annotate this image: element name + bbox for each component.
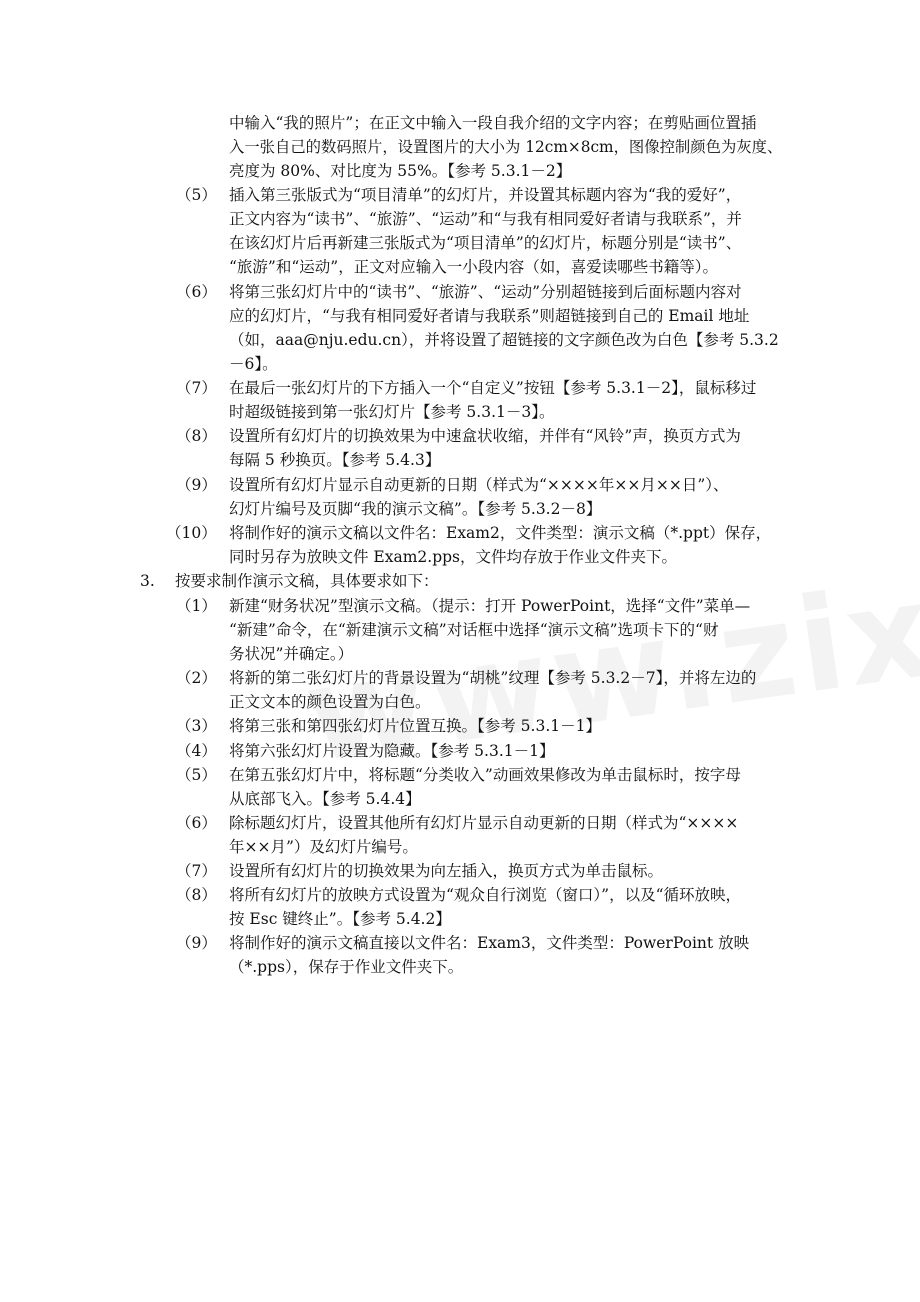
text-line: 设置所有幻灯片显示自动更新的日期（样式为“××××年××月××日”）、	[229, 476, 729, 494]
item-number: （4）	[176, 742, 217, 760]
text-line: 将第三张幻灯片中的“读书”、“旅游”、“运动”分别超链接到后面标题内容对	[229, 283, 742, 301]
text-line: 在该幻灯片后再新建三张版式为“项目清单”的幻灯片，标题分别是“读书”、	[229, 234, 742, 252]
item-number: （7）	[176, 862, 217, 880]
text-line: 幻灯片编号及页脚“我的演示文稿”。【参考 5.3.2－8】	[229, 500, 602, 518]
item-number: （6）	[176, 283, 217, 301]
text-line: （如，aaa@nju.edu.cn），并将设置了超链接的文字颜色改为白色【参考 5.3.2	[229, 331, 779, 349]
text-line: （*.pps），保存于作业文件夹下。	[229, 958, 464, 976]
text-line: 在最后一张幻灯片的下方插入一个“自定义”按钮【参考 5.3.1－2】，鼠标移过	[229, 379, 757, 397]
text-line: 同时另存为放映文件 Exam2.pps，文件均存放于作业文件夹下。	[229, 548, 678, 566]
item-number: （5）	[176, 186, 217, 204]
text-line: 设置所有幻灯片的切换效果为中速盒状收缩，并伴有“风铃”声，换页方式为	[229, 427, 741, 445]
item-number: （9）	[176, 934, 217, 952]
section-title: 按要求制作演示文稿，具体要求如下：	[175, 572, 439, 590]
text-line: 亮度为 80%、对比度为 55%。【参考 5.3.1－2】	[229, 162, 572, 180]
text-line: 应的幻灯片，“与我有相同爱好者请与我联系”则超链接到自己的 Email 地址	[229, 307, 750, 325]
text-line: 正文内容为“读书”、“旅游”、“运动”和“与我有相同爱好者请与我联系”，并	[229, 210, 742, 228]
item-number: （9）	[176, 476, 217, 494]
item-number: （3）	[176, 717, 217, 735]
text-line: 将制作好的演示文稿以文件名：Exam2，文件类型：演示文稿（*.ppt）保存，	[229, 524, 772, 542]
text-line: 时超级链接到第一张幻灯片【参考 5.3.1－3】。	[229, 403, 555, 421]
text-line: 除标题幻灯片，设置其他所有幻灯片显示自动更新的日期（样式为“××××	[229, 814, 739, 832]
text-line: －6】。	[229, 355, 278, 373]
text-line: 将所有幻灯片的放映方式设置为“观众自行浏览（窗口）”，以及“循环放映，	[229, 886, 742, 904]
text-line: 中输入“我的照片”；在正文中输入一段自我介绍的文字内容；在剪贴画位置插	[229, 114, 757, 132]
item-number: （6）	[176, 814, 217, 832]
text-line: 正文文本的颜色设置为白色。	[229, 693, 431, 711]
item-number: （10）	[166, 524, 217, 542]
text-line: 从底部飞入。【参考 5.4.4】	[229, 790, 421, 808]
text-line: 在第五张幻灯片中，将标题“分类收入”动画效果修改为单击鼠标时，按字母	[229, 766, 741, 784]
item-number: （1）	[176, 597, 217, 615]
item-number: （7）	[176, 379, 217, 397]
item-number: （8）	[176, 427, 217, 445]
text-line: 将制作好的演示文稿直接以文件名：Exam3，文件类型：PowerPoint 放映	[229, 934, 750, 952]
text-line: 每隔 5 秒换页。【参考 5.4.3】	[229, 451, 441, 469]
text-line: 按 Esc 键终止”。【参考 5.4.2】	[229, 910, 451, 928]
text-line: 插入第三张版式为“项目清单”的幻灯片，并设置其标题内容为“我的爱好”，	[229, 186, 742, 204]
text-line: 新建“财务状况”型演示文稿。（提示：打开 PowerPoint，选择“文件”菜单—	[229, 597, 751, 615]
text-line: 年××月”）及幻灯片编号。	[229, 838, 418, 856]
text-line: “新建”命令，在“新建演示文稿”对话框中选择“演示文稿”选项卡下的“财	[229, 621, 719, 639]
text-line: 设置所有幻灯片的切换效果为向左插入，换页方式为单击鼠标。	[229, 862, 664, 880]
text-line: 务状况”并确定。）	[229, 645, 354, 663]
item-number: （2）	[176, 669, 217, 687]
item-number: （8）	[176, 886, 217, 904]
item-number: （5）	[176, 766, 217, 784]
text-line: 入一张自己的数码照片，设置图片的大小为 12cm×8cm，图像控制颜色为灰度、	[229, 138, 783, 156]
section-number: 3.	[140, 572, 155, 590]
text-line: 将新的第二张幻灯片的背景设置为“胡桃”纹理【参考 5.3.2－7】，并将左边的	[229, 669, 757, 687]
text-line: 将第三张和第四张幻灯片位置互换。【参考 5.3.1－1】	[229, 717, 601, 735]
text-line: “旅游”和“运动”，正文对应输入一小段内容（如，喜爱读哪些书籍等）。	[229, 258, 718, 276]
text-line: 将第六张幻灯片设置为隐藏。【参考 5.3.1－1】	[229, 742, 555, 760]
